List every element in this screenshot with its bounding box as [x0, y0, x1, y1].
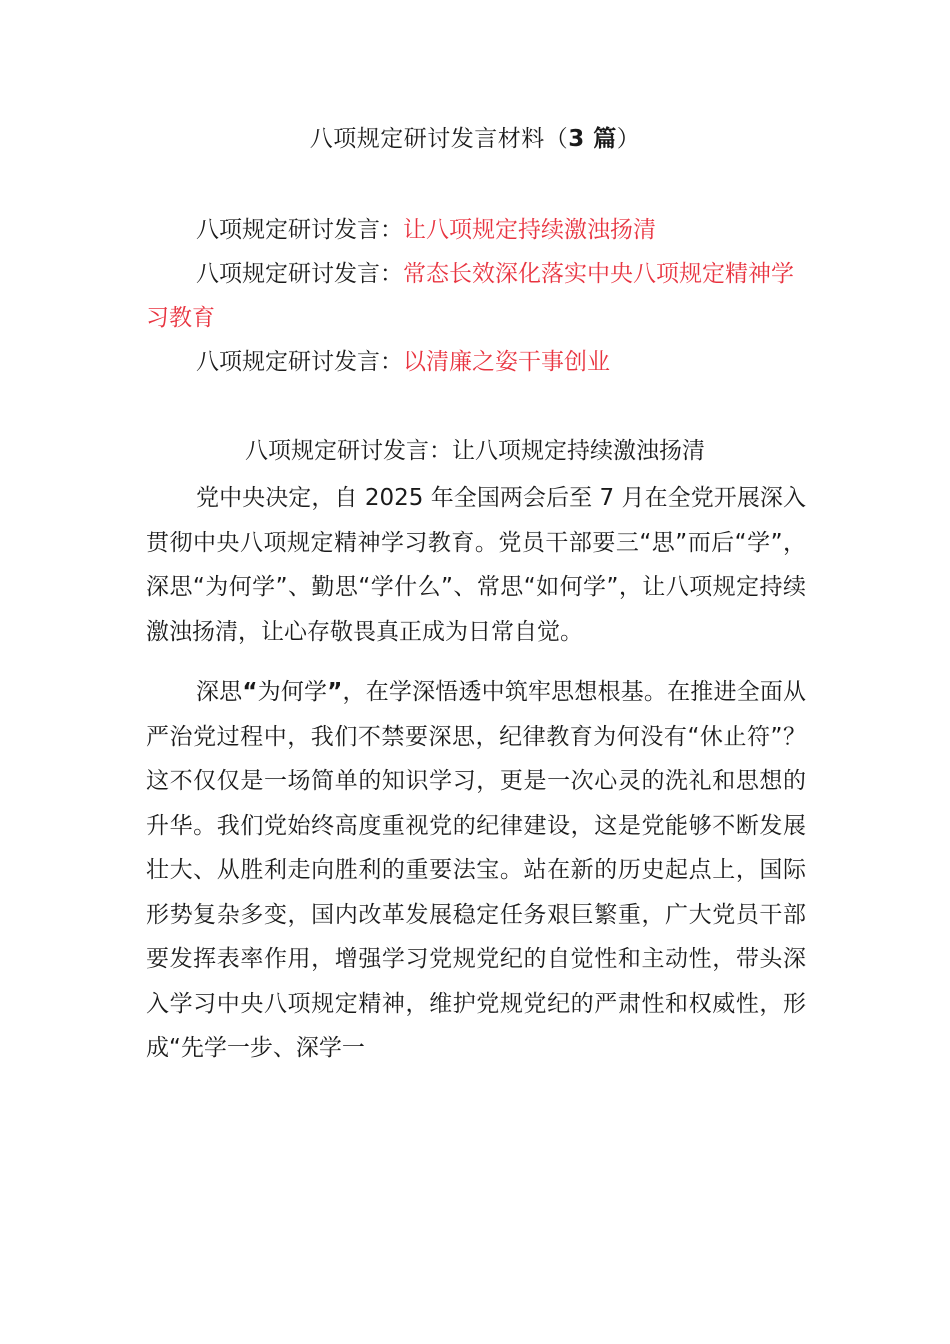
quote-open: “: [242, 679, 258, 705]
toc-item[interactable]: [146, 340, 806, 384]
toc-item-prefix: 八项规定研讨发言：: [196, 349, 403, 375]
quote-close: ”: [327, 679, 343, 705]
toc-item-prefix: 八项规定研讨发言：: [196, 261, 403, 287]
paragraph-2-rest: ，在学深悟透中筑牢思想根基。在推进全面从严治党过程中，我们不禁要深思，纪律教育为何没有“休止符”？这不仅仅是一场简单的知识学习，更是一次心灵的洗礼和思想的升华。我们党始终高度重视党的纪律建设，这是党能够不断发展壮大、从胜利走向胜利的重要法宝。站在新的历史起点上，国际形势复杂多变，国内改革发展稳定任务艰巨繁重，广大党员干部要发挥表率作用，增强学习党规党纪的自觉性和主动性，带头深入学习中央八项规定精神，维护党规党纪的严肃性和权威性，形成“先学一步、深学一: [146, 679, 807, 1061]
title-main: 八项规定研讨发言材料（: [309, 126, 569, 152]
toc-item-link[interactable]: 常态长效深化落实中央八项规定精神学习教育: [146, 261, 794, 331]
title-count: 3 篇: [568, 126, 617, 152]
toc-item[interactable]: [146, 208, 806, 252]
table-of-contents: [146, 208, 806, 384]
article-heading: 八项规定研讨发言：让八项规定持续激浊扬清: [245, 438, 705, 464]
toc-item[interactable]: [146, 252, 806, 340]
toc-item-prefix: 八项规定研讨发言：: [196, 217, 403, 243]
paragraph-2-start: 深思: [196, 679, 243, 705]
toc-item-link[interactable]: 让八项规定持续激浊扬清: [403, 217, 656, 243]
quote-word: 为何学: [257, 679, 328, 705]
document-title: [0, 122, 950, 156]
paragraph-2: [146, 670, 806, 1071]
paragraph-1: 党中央决定，自 2025 年全国两会后至 7 月在全党开展深入贯彻中央八项规定精神学习教育。党员干部要三“思”而后“学”，深思“为何学”、勤思“学什么”、常思“如何学”，让八项规定持续激浊扬清，让心存敬畏真正成为日常自觉。: [146, 485, 806, 645]
title-close: ）: [616, 126, 641, 152]
article-body: [146, 476, 806, 1071]
toc-item-link[interactable]: 以清廉之姿干事创业: [403, 349, 610, 375]
